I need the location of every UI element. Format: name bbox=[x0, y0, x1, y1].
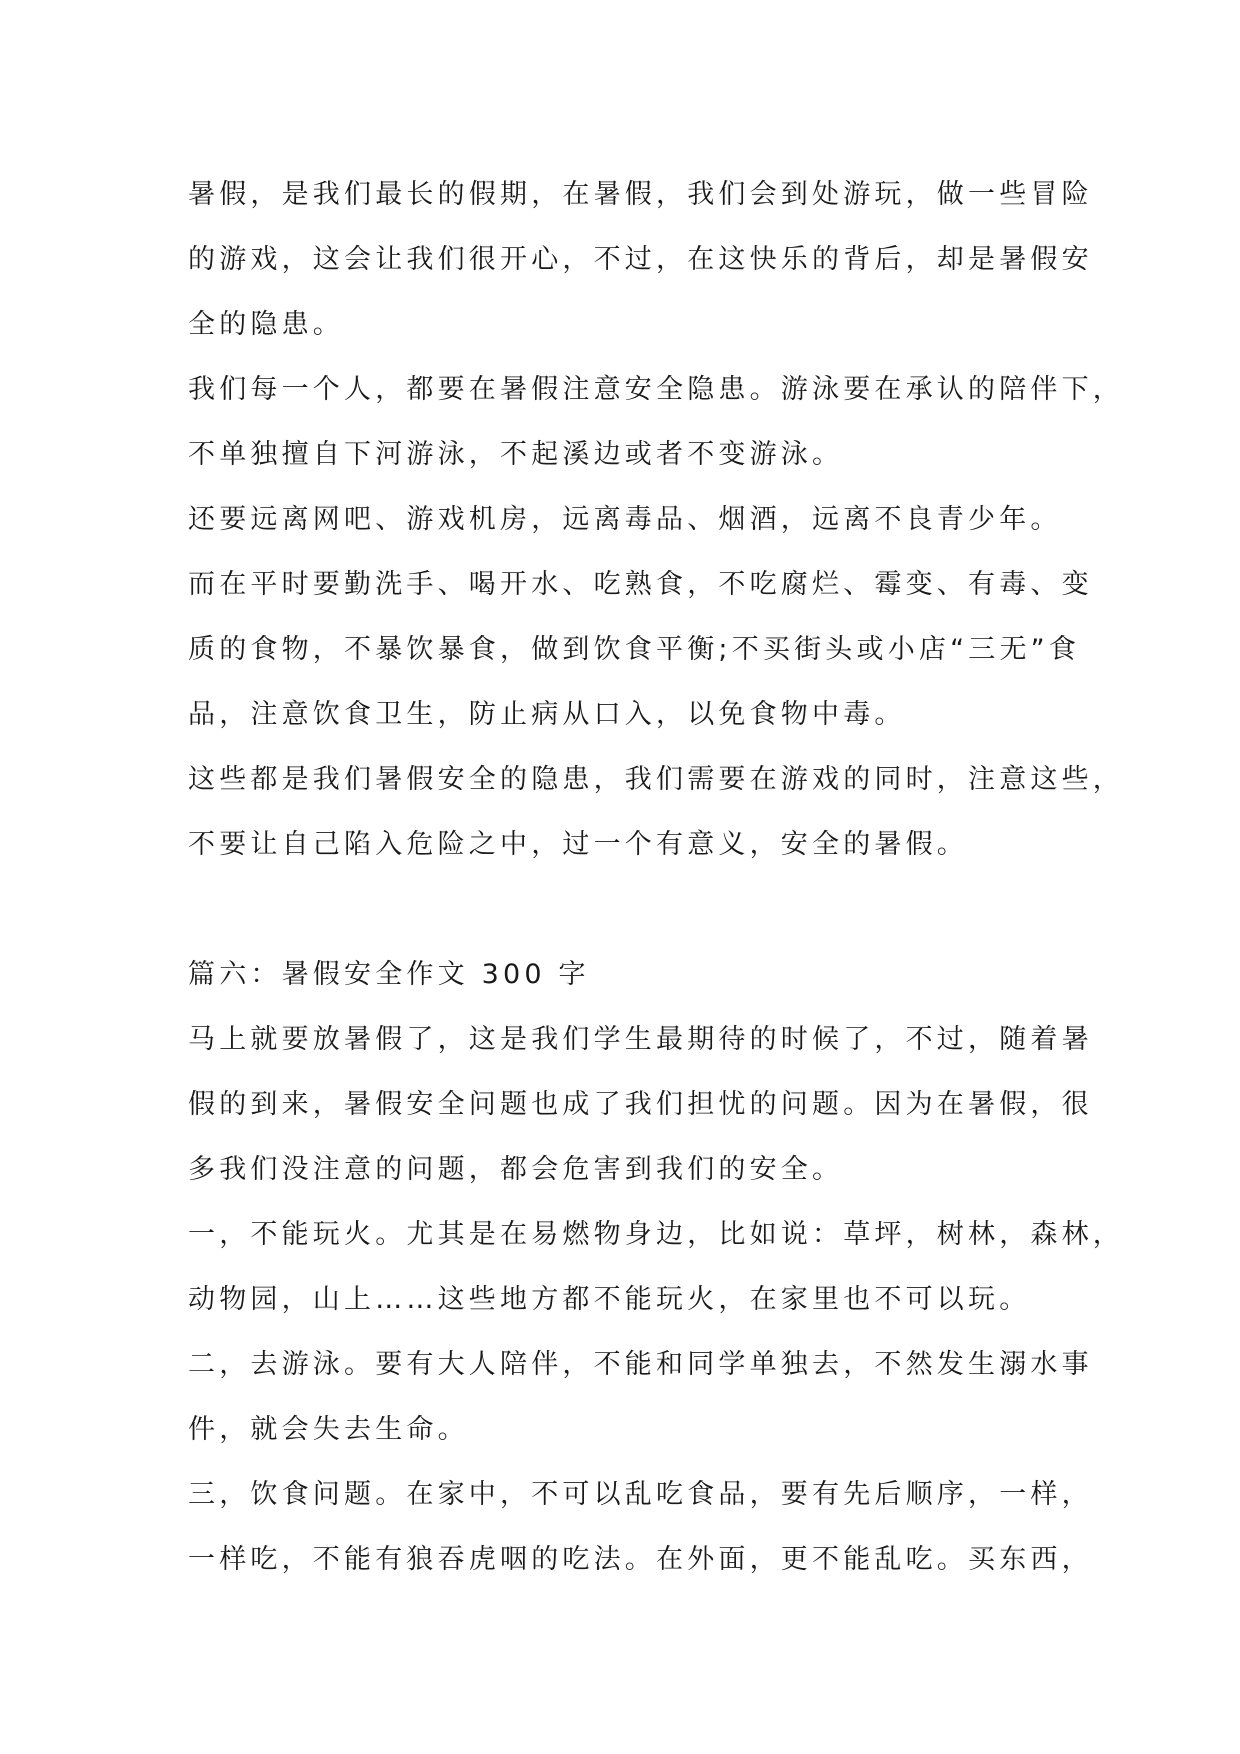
text-line: 我们每一个人，都要在暑假注意安全隐患。游泳要在承认的陪伴下， bbox=[188, 374, 1124, 405]
text-line: 品，注意饮食卫生，防止病从口入，以免食物中毒。 bbox=[188, 699, 906, 730]
text-line: 质的食物，不暴饮暴食，做到饮食平衡;不买街头或小店“三无”食 bbox=[188, 634, 1081, 665]
section-heading: 篇六：暑假安全作文 300 字 bbox=[188, 959, 590, 990]
text-line: 马上就要放暑假了，这是我们学生最期待的时候了，不过，随着暑 bbox=[188, 1024, 1093, 1055]
text-line: 还要远离网吧、游戏机房，远离毒品、烟酒，远离不良青少年。 bbox=[188, 504, 1062, 535]
text-line: 三，饮食问题。在家中，不可以乱吃食品，要有先后顺序，一样， bbox=[188, 1479, 1093, 1510]
text-line: 不要让自己陷入危险之中，过一个有意义，安全的暑假。 bbox=[188, 829, 968, 860]
text-line: 而在平时要勤洗手、喝开水、吃熟食，不吃腐烂、霉变、有毒、变 bbox=[188, 569, 1093, 600]
text-line: 这些都是我们暑假安全的隐患，我们需要在游戏的同时，注意这些， bbox=[188, 764, 1124, 795]
text-line: 全的隐患。 bbox=[188, 309, 344, 340]
text-line: 假的到来，暑假安全问题也成了我们担忧的问题。因为在暑假，很 bbox=[188, 1089, 1093, 1120]
text-line: 暑假，是我们最长的假期，在暑假，我们会到处游玩，做一些冒险 bbox=[188, 179, 1093, 210]
text-line: 一样吃，不能有狼吞虎咽的吃法。在外面，更不能乱吃。买东西， bbox=[188, 1544, 1093, 1575]
text-line: 多我们没注意的问题，都会危害到我们的安全。 bbox=[188, 1154, 844, 1185]
text-line: 不单独擅自下河游泳，不起溪边或者不变游泳。 bbox=[188, 439, 844, 470]
text-line: 的游戏，这会让我们很开心，不过，在这快乐的背后，却是暑假安 bbox=[188, 244, 1093, 275]
paragraph-gap bbox=[188, 877, 1088, 942]
document-body bbox=[188, 162, 1124, 1592]
text-line: 件，就会失去生命。 bbox=[188, 1414, 469, 1445]
text-line: 一，不能玩火。尤其是在易燃物身边，比如说：草坪，树林，森林， bbox=[188, 1219, 1124, 1250]
text-line: 动物园，山上……这些地方都不能玩火，在家里也不可以玩。 bbox=[188, 1284, 1031, 1315]
text-line: 二，去游泳。要有大人陪伴，不能和同学单独去，不然发生溺水事 bbox=[188, 1349, 1093, 1380]
